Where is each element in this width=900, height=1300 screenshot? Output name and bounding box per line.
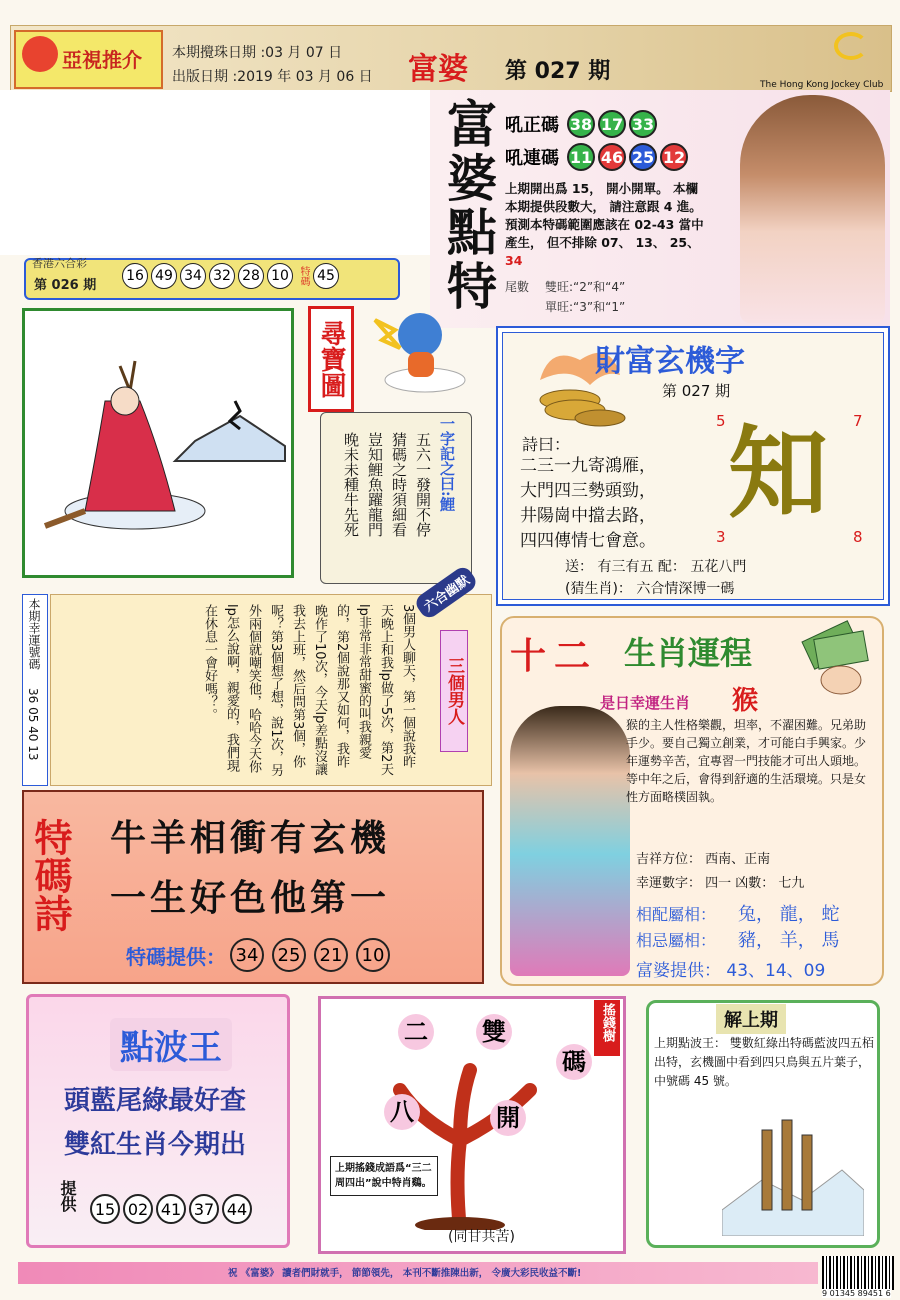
wave-line-2: 雙紅生肖今期出	[64, 1130, 247, 1160]
main-code-row	[505, 110, 660, 138]
last-result-row	[122, 263, 342, 289]
zodiac-numbers: 幸運數字： 四一 凶數： 七九	[636, 876, 805, 891]
poem-provide-row	[126, 938, 398, 972]
main-code-ball: 17	[598, 110, 626, 138]
model-photo	[740, 95, 885, 323]
main-code-ball: 33	[629, 110, 657, 138]
review-picture	[722, 1110, 864, 1236]
poem-label: 特碼詩	[28, 818, 72, 932]
treasure-label: 尋寶圖	[308, 306, 354, 412]
riddle-title: 一字記之曰:鯉	[438, 416, 456, 512]
lucky-nums: 36 05 40 13	[26, 688, 40, 761]
poem-line-2: 一生好色他第一	[110, 877, 391, 919]
tail-label: 尾數	[505, 280, 530, 294]
info-line: 本期提供段數大， 請注意跟 4 進。	[505, 199, 702, 214]
special-ball: 45	[313, 263, 339, 289]
header-blank	[0, 90, 430, 255]
link-code-ball: 46	[598, 143, 626, 171]
barcode-icon	[822, 1256, 894, 1290]
zodiac-title-a: 十二	[510, 636, 599, 677]
tree-label-text: 搖錢樹	[600, 1003, 615, 1042]
mystery-poem	[520, 454, 656, 554]
mystery-num-tr: 7	[853, 412, 863, 430]
poem-ball: 21	[314, 938, 348, 972]
tree-char: 碼	[556, 1044, 592, 1080]
mystery-title: 財富玄機字	[595, 344, 745, 379]
link-code-label: 吼連碼	[505, 148, 559, 169]
poem-ball: 25	[272, 938, 306, 972]
wave-ball: 02	[123, 1194, 153, 1224]
poem-provide-label: 特碼提供：	[126, 944, 226, 969]
main-code-label: 吼正碼	[505, 115, 559, 136]
treasure-drawing	[25, 311, 291, 575]
zodiac-clash: 豬， 羊， 馬	[738, 930, 840, 951]
tree-note: 上期搖錢成語爲“三二周四出”說中特肖鷄。	[330, 1156, 438, 1196]
poem-label: 詩曰：	[522, 435, 571, 454]
poem-ball: 10	[356, 938, 390, 972]
wave-nums	[90, 1194, 255, 1224]
link-code-ball: 11	[567, 143, 595, 171]
result-ball: 10	[267, 263, 293, 289]
mystery-poem-line: 井陽崗中擋去路，	[520, 506, 656, 526]
mystery-num-br: 8	[853, 528, 863, 546]
wave-ball: 15	[90, 1194, 120, 1224]
riddle-line: 晚未未種牛先死	[342, 432, 360, 537]
money-icon	[796, 620, 874, 698]
special-label: 特碼	[298, 266, 309, 286]
tree-char: 八	[384, 1094, 420, 1130]
review-title: 解上期	[716, 1004, 786, 1034]
header-title: 富婆	[408, 52, 468, 87]
logo-icon	[22, 36, 58, 72]
info-line: 預測本特碼範圍應該在 02-43 當中	[505, 217, 704, 232]
wave-ball: 37	[189, 1194, 219, 1224]
info-line: 34	[505, 253, 523, 268]
result-ball: 28	[238, 263, 264, 289]
wave-ball: 44	[222, 1194, 252, 1224]
result-ball: 34	[180, 263, 206, 289]
mystery-num-bl: 3	[716, 528, 726, 546]
recommend-label: 亞視推介	[62, 48, 142, 72]
header-issue: 第 027 期	[505, 59, 611, 84]
mystery-big-char: 知	[728, 414, 828, 532]
zodiac-match: 兔， 龍， 蛇	[738, 904, 840, 925]
zodiac-today: 猴	[732, 686, 759, 716]
joke-text: 3個男人聊天，第一個說我昨天晚上和我lp做了5次，第2天lp非常非常甜蜜的叫我親愛的，第2個說那又如何，我昨晚作了10次，今天lp差點沒讓我去上班，然后問第3個，你呢？第3個想了想，說1次，另外兩個就嘲笑他，哈哈今天你lp怎么說啊，親愛的，我們現在休息一會好嗎？。	[202, 604, 415, 777]
link-code-ball: 25	[629, 143, 657, 171]
footer-text: 祝 《富婆》 讀者們財就手， 節節領先， 本刊不斷推陳出新， 令廣大彩民收益不斷!	[228, 1268, 582, 1279]
poem-line-1: 牛羊相衝有玄機	[110, 817, 391, 859]
mystery-poem-line: 大門四三勢頭勁，	[520, 481, 656, 501]
cupid-icon	[370, 300, 470, 395]
result-ball: 32	[209, 263, 235, 289]
zodiac-title-b: 生肖運程	[624, 634, 753, 672]
wave-provide-label: 提供	[58, 1180, 77, 1212]
mystery-poem-line: 四四傳情七會意。	[520, 531, 656, 551]
wave-line-1: 頭藍尾綠最好查	[64, 1086, 247, 1116]
info-line: 產生， 但不排除 07、 13、 25、	[505, 235, 700, 250]
last-issue: 第 026 期	[34, 278, 97, 293]
wave-title: 點波王	[110, 1018, 232, 1071]
tree-drawing	[360, 1030, 560, 1230]
result-ball: 49	[151, 263, 177, 289]
tree-caption: (同甘共苦)	[448, 1229, 515, 1245]
link-code-row	[505, 143, 691, 171]
tail-double: 雙旺:“2”和“4”	[545, 280, 626, 294]
info-text	[505, 180, 745, 270]
mystery-gift: 送： 有三有五 配： 五花八門	[565, 559, 747, 575]
info-line: 上期開出爲 15， 開小開單。 本欄	[505, 181, 698, 196]
main-code-ball: 38	[567, 110, 595, 138]
jockey-logo-icon	[834, 32, 868, 60]
zodiac-clash-label: 相忌屬相：	[636, 931, 717, 950]
result-ball: 16	[122, 263, 148, 289]
barcode-number: 9 01345 89451 6	[822, 1289, 891, 1298]
zodiac-provide: 富婆提供： 43、14、09	[636, 961, 826, 981]
mystery-poem-line: 二三一九寄鴻雁，	[520, 456, 656, 476]
zodiac-desc: 猴的主人性格樂觀，坦率，不濯困難。兄弟助手少。要自己獨立創業，才可能白手興家。少年運勢辛苦，宜專習一門技能才可出人頭地。等中年之后，會得到舒適的生活環境。只是女性方面略樸固執。	[626, 718, 867, 804]
riddle-line: 五六一發開不停	[414, 432, 432, 537]
poem-ball: 34	[230, 938, 264, 972]
mystery-guess: (猜生肖)： 六合情深博一碼	[565, 581, 735, 597]
tree-char: 雙	[476, 1014, 512, 1050]
side-title: 富婆點特	[439, 98, 498, 314]
zodiac-match-label: 相配屬相：	[636, 905, 717, 924]
zodiac-direction: 吉祥方位： 西南、正南	[636, 852, 771, 867]
joke-tag: 六合幽默	[413, 564, 480, 621]
tail-single: 單旺:“3”和“1”	[545, 300, 626, 314]
tree-char: 二	[398, 1014, 434, 1050]
mystery-issue: 第 027 期	[662, 382, 731, 400]
jockey-club: The Hong Kong Jockey Club	[760, 80, 884, 90]
review-text: 上期點波王： 雙數紅綠出特碼藍波四五栢出特，玄機圖中看到四只鳥與五片葉子，中號碼 45 號。	[654, 1036, 874, 1088]
link-code-ball: 12	[660, 143, 688, 171]
draw-date: 本期攪珠日期 :03 月 07 日	[172, 45, 343, 61]
lucky-label: 本期幸運號碼	[27, 598, 41, 670]
tree-char: 開	[490, 1100, 526, 1136]
wave-ball: 41	[156, 1194, 186, 1224]
lottery-name: 香港六合彩	[32, 257, 87, 270]
joke-title: 三個男人	[440, 630, 468, 752]
riddle-line: 猜碼之時須細看	[390, 432, 408, 537]
pub-date: 出版日期 :2019 年 03 月 06 日	[172, 69, 373, 85]
zodiac-photo	[510, 706, 630, 976]
treasure-picture	[22, 308, 294, 578]
zodiac-today-label: 是日幸運生肖	[600, 694, 691, 712]
mystery-num-tl: 5	[716, 412, 726, 430]
riddle-line: 豈知鯉魚躍龍門	[366, 432, 384, 537]
